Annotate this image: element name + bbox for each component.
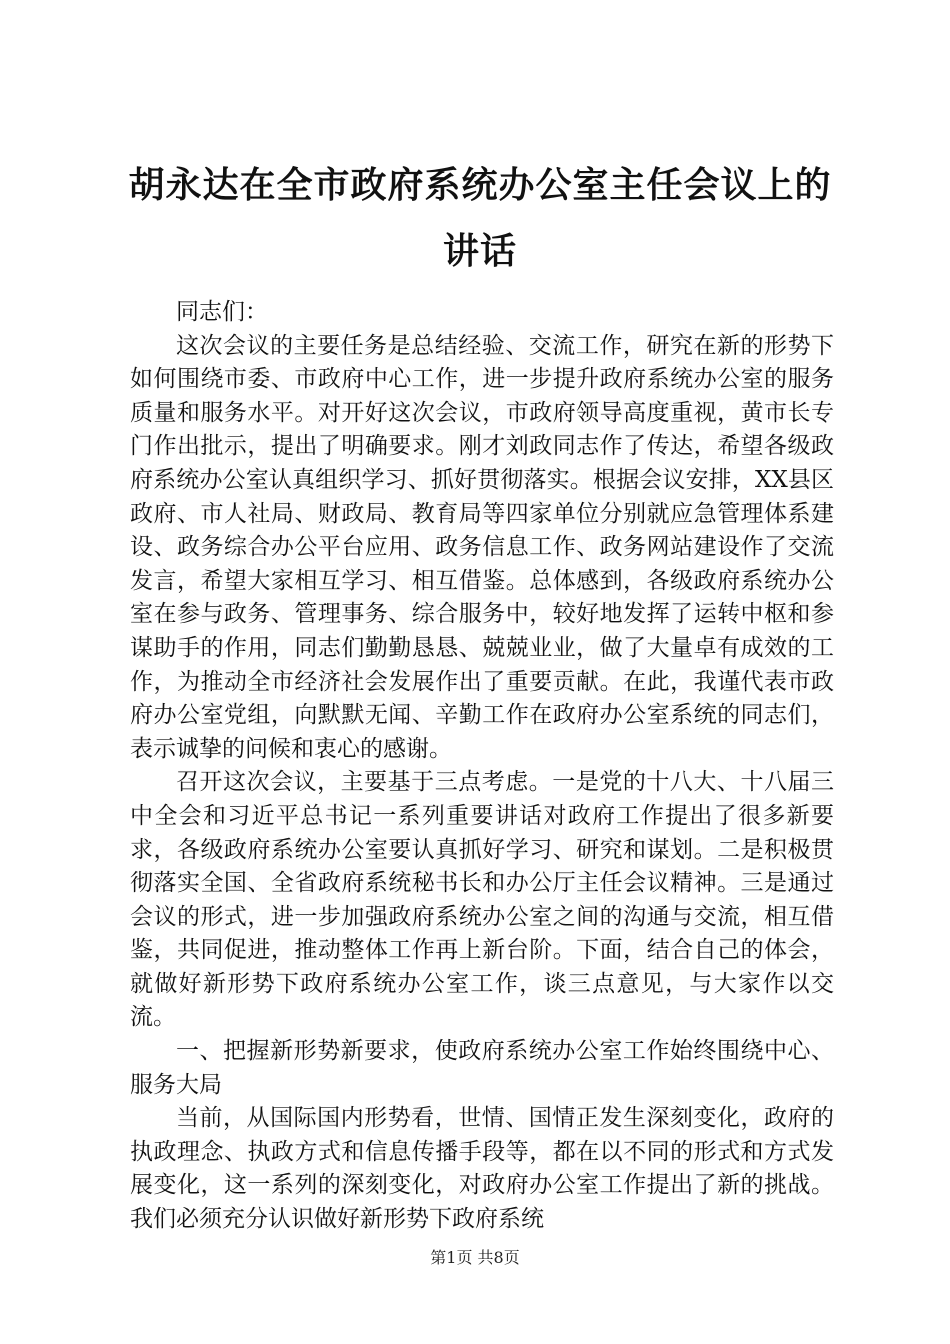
section-heading: 一、把握新形势新要求，使政府系统办公室工作始终围绕中心、服务大局 — [130, 1038, 834, 1098]
paragraph: 这次会议的主要任务是总结经验、交流工作，研究在新的形势下如何围绕市委、市政府中心工作，进一步提升政府系统办公室的服务质量和服务水平。对开好这次会议，市政府领导高度重视，黄市长专门作出批示，提出了明确要求。刚才刘政同志作了传达，希望各级政府系统办公室认真组织学习、抓好贯彻落实。根据会议安排，XX县区政府、市人社局、财政局、教育局等四家单位分别就应急管理体系建设、政务综合办公平台应用、政务信息工作、政务网站建设作了交流发言，希望大家相互学习、相互借鉴。总体感到，各级政府系统办公室在参与政务、管理事务、综合服务中，较好地发挥了运转中枢和参谋助手的作用，同志们勤勤恳恳、兢兢业业，做了大量卓有成效的工作，为推动全市经济社会发展作出了重要贡献。在此，我谨代表市政府办公室党组，向默默无闻、辛勤工作在政府办公室系统的同志们，表示诚挚的问候和衷心的感谢。 — [130, 332, 834, 762]
paragraph: 召开这次会议，主要基于三点考虑。一是党的十八大、十八届三中全会和习近平总书记一系列重要讲话对政府工作提出了很多新要求，各级政府系统办公室要认真抓好学习、研究和谋划。二是积极贯彻落实全国、全省政府系统秘书长和办公厅主任会议精神。三是通过会议的形式，进一步加强政府系统办公室之间的沟通与交流，相互借鉴，共同促进，推动整体工作再上新台阶。下面，结合自己的体会，就做好新形势下政府系统办公室工作，谈三点意见，与大家作以交流。 — [130, 769, 834, 1031]
paragraph: 当前，从国际国内形势看，世情、国情正发生深刻变化，政府的执政理念、执政方式和信息传播手段等，都在以不同的形式和方式发展变化，这一系列的深刻变化，对政府办公室工作提出了新的挑战。我们必须充分认识做好新形势下政府系统 — [130, 1105, 834, 1233]
paragraph-greeting: 同志们： — [176, 299, 268, 325]
page-number-footer: 第1页 共8页 — [430, 1248, 520, 1267]
document-body — [130, 296, 834, 1237]
document-title: 胡永达在全市政府系统办公室主任会议上的讲话 — [128, 164, 832, 272]
